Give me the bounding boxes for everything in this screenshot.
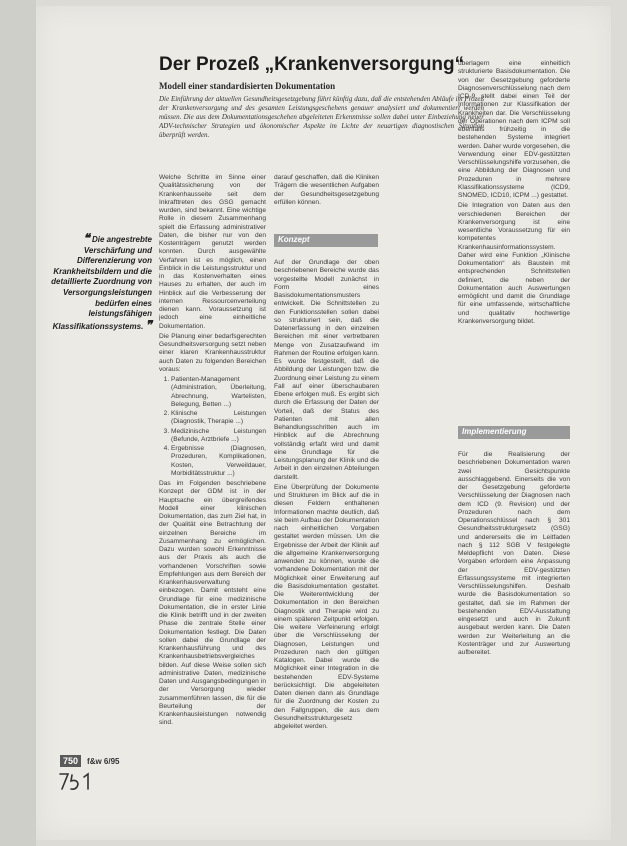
paragraph: Welche Schritte im Sinne einer Qualitätssicherung von der Krankenhausseite seit dem Inkrafttreten des GSG gemacht wurden, sind bekannt. Eine wichtige Rolle in diesem Zusammenhang spielt die Erfassung administrativer Daten, die bisher nur von den Kostenträgern genutzt werden konnten. Durch ausgewählte Verfahren ist es möglich, einen Einblick in die Leistungsstruktur und in das Kostenverhalten eines Hauses zu erhalten, der auch im Hinblick auf die Verbesserung der internen Ressourcenverteilung dienen kann. Voraussetzung ist jedoch eine einheitliche Dokumentation. (159, 174, 266, 330)
pull-quote-text: Die angestrebte Verschärfung und Differenzierung von Krankheitsbildern und die detaillierte Zuordnung von Versorgungsleistungen bedürfen eines leistungsfähigen Klassifikationssystems. (51, 235, 152, 331)
article-subtitle: Modell einer standardisierten Dokumentation (159, 81, 336, 91)
column-3-top (458, 60, 570, 397)
document-page (36, 6, 611, 840)
article-title: Der Prozeß „Krankenversorgung“ (159, 54, 465, 75)
list-item: 2. Klinische Leistungen (Diagnostik, Therapie ...) (171, 410, 266, 427)
article-lead: Die Einführung der aktuellen Gesundheitsgesetzgebung führt künftig dazu, daß die entstehenden Abläufe im Prozeß der Krankenversorgung und des gesamten Leistungsgeschehens genauer analysiert und dokumentiert werden müssen. Die aus dem Dokumentationsgeschehen abgeleiteten Erkenntnisse sollen dabei unter Einbeziehung neuer ADV-technischer Strategien und ökonomischer Aspekte im Lichte der neuartigen diagnostischen Situation überprüft werden. (159, 95, 484, 139)
quote-open-icon: ❝ (83, 231, 90, 245)
quote-close-icon: ❞ (145, 317, 152, 332)
page-footer (60, 754, 120, 768)
paragraph: Für die Realisierung der beschriebenen Dokumentation waren zwei Gesichtspunkte ausschlaggebend. Einerseits die von der Gesetzgebung geforderte Verschlüsselung der Diagnosen nach dem ICD (9. Revision) und der Prozeduren nach dem Operationsschlüssel nach § 301 Gesundheitsstrukturgesetz (GSG) und andererseits die im Leitfaden nach § 112 SGB V festgelegte Meldepflicht von Daten. Diese Vorgaben erfordern eine Anpassung der EDV-gestützten Erfassungssysteme mit integrierten Verschlüsselungshilfen. Deshalb wurde die Basisdokumentation so gestaltet, daß sie im Rahmen der bestehenden EDV-Ausstattung eingesetzt und auch in Zukunft ausgebaut werden kann. Die Daten werden zur Weiterleitung an die Kostenträger und zur Auswertung aufbereitet. (458, 451, 570, 656)
paragraph: Auf der Grundlage der oben beschriebenen Bereiche wurde das vorgestellte Modell zunächst in Form eines Basisdokumentationsmusters entwickelt. Die Schnittstellen zu den Funktionsstellen sollen dabei so strukturiert sein, daß die Datenerfassung in den einzelnen Bereichen mit einer vertretbaren Menge von Zusatzaufwand im Rahmen der Routine erfolgen kann. Es wurde festgestellt, daß die Abbildung der Leistungen bzw. die Zuordnung einer Leistung zu einem Fall auf einer überschaubaren Ebene erfolgen muß. Es ergibt sich durch die Erfassung der Daten der Vorteil, daß der Status des Patienten mit allen Behandlungsschritten auch im Hinblick auf die Abrechnung vollständig erfaßt wird und damit eine Grundlage für die Leistungsplanung der Klinik und die Arbeit in den einzelnen Abteilungen darstellt. (274, 259, 379, 481)
column-2-top (274, 174, 379, 224)
paragraph: überlagern eine einheitlich strukturierte Basisdokumentation. Die von der Gesetzgebung geforderte Diagnosenverschlüsselung nach dem ICD-9 stellt dabei einen Teil der Informationen zur Klassifikation der Krankheiten dar. Die Verschlüsselung der Operationen nach dem ICPM soll ebenfalls frühzeitig in die bestehenden Systeme integriert werden. Daher wurde vorgesehen, die Verwendung einer EDV-gestützten Verschlüsselungshilfe vorzusehen, die eine Abbildung der Diagnosen und Prozeduren in mehrere Klassifikationssysteme (ICD9, SNOMED, ICD10, ICPM ...) gestattet. (458, 60, 570, 199)
list-item: 1. Patienten-Management (Administration, Überleitung, Abrechnung, Wartelisten, Belegung, Betten ...) (171, 376, 266, 409)
column-1 (159, 174, 266, 764)
paragraph: darauf geschaffen, daß die Kliniken Trägern die wesentlichen Aufgaben der Gesundheitsgesetzgebung erfüllen können. (274, 174, 379, 206)
numbered-list (159, 376, 266, 478)
journal-reference: f&w 6/95 (87, 756, 120, 766)
column-3 (458, 451, 570, 811)
paragraph: Die Planung einer bedarfsgerechten Gesundheitsversorgung setzt neben einer klaren Krankenhausstruktur auch Daten zu folgenden Bereichen voraus: (159, 332, 266, 373)
pull-quote (40, 233, 152, 332)
paragraph: Die Integration von Daten aus den verschiedenen Bereichen der Krankenversorgung ist eine wesentliche Voraussetzung für ein kompetentes Krankenhausinformationssystem. Daher wird eine Funktion „Klinische Dokumentation“ als Baustein mit entsprechenden Schnittstellen definiert, die neben der Dokumentation auch Auswertungen ermöglicht und damit die Grundlage für eine umfassende, wirtschaftliche und qualitativ hochwertige Krankenversorgung bildet. (458, 202, 570, 325)
paragraph: Das im Folgenden beschriebene Konzept der GDM ist in der Hauptsache ein übergreifendes Modell einer klinischen Dokumentation, das zum Ziel hat, in der Qualität eine Betrachtung der einzelnen Bereiche im Zusammenhang zu ermöglichen. Dazu wurden sowohl Erkenntnisse aus der Praxis als auch die vorhandenen Vorschriften sowie Empfehlungen aus dem Bereich der Krankenhausverwaltung einbezogen. Damit entsteht eine Grundlage für eine medizinische Dokumentation, die in erster Linie die Klinik betrifft und in der zweiten Phase die zentrale Stelle einer Dokumentation festlegt. Die Daten sollen dabei die Grundlage der Krankenhausführung und des Krankenhausbetriebsvergleiches bilden. Auf diese Weise sollen sich administrative Daten, medizinische Daten und Ausgangsbedingungen in der Versorgung wieder zusammenführen lassen, die für die Beurteilung der Krankenhausleistungen notwendig sind. (159, 480, 266, 727)
column-2 (274, 259, 379, 840)
handwritten-page-number (58, 770, 98, 792)
list-item: 3. Medizinische Leistungen (Befunde, Arztbriefe ...) (171, 428, 266, 445)
header-bar (86, 6, 206, 13)
page-number: 750 (60, 755, 81, 767)
list-item: 4. Ergebnisse (Diagnosen, Prozeduren, Komplikationen, Kosten, Verweildauer, Morbiditätsstruktur ...) (171, 445, 266, 478)
section-heading-konzept: Konzept (274, 234, 378, 247)
scan-margin (0, 0, 36, 846)
section-heading-implementierung: Implementierung (458, 426, 570, 439)
paragraph: Eine Überprüfung der Dokumente und Strukturen im Blick auf die in diesen Feldern enthaltenen Informationen machte deutlich, daß sie beim Aufbau der Dokumentation nach einheitlichen Vorgaben gestaltet werden müssen. Um die Ergebnisse der Arbeit der Klinik auf die allgemeine Krankenversorgung anwenden zu können, wurde die vorhandene Dokumentation mit der Möglichkeit einer Erweiterung auf die Basisdokumentation gestaltet. Die Weiterentwicklung der Dokumentation in den Bereichen Diagnostik und Therapie wird zu einem späteren Zeitpunkt erfolgen. Die weitere Verfeinerung erfolgt über die Verschlüsselung der Diagnosen, Leistungen und Prozeduren nach den gültigen Katalogen. Dabei wurde die Möglichkeit einer Integration in die bestehenden EDV-Systeme berücksichtigt. Die abgeleiteten Daten dienen dann als Grundlage für die Zuordnung der Kosten zu den Fallgruppen, die aus dem Gesundheitsstrukturgesetz abgeleitet werden. (274, 483, 379, 730)
